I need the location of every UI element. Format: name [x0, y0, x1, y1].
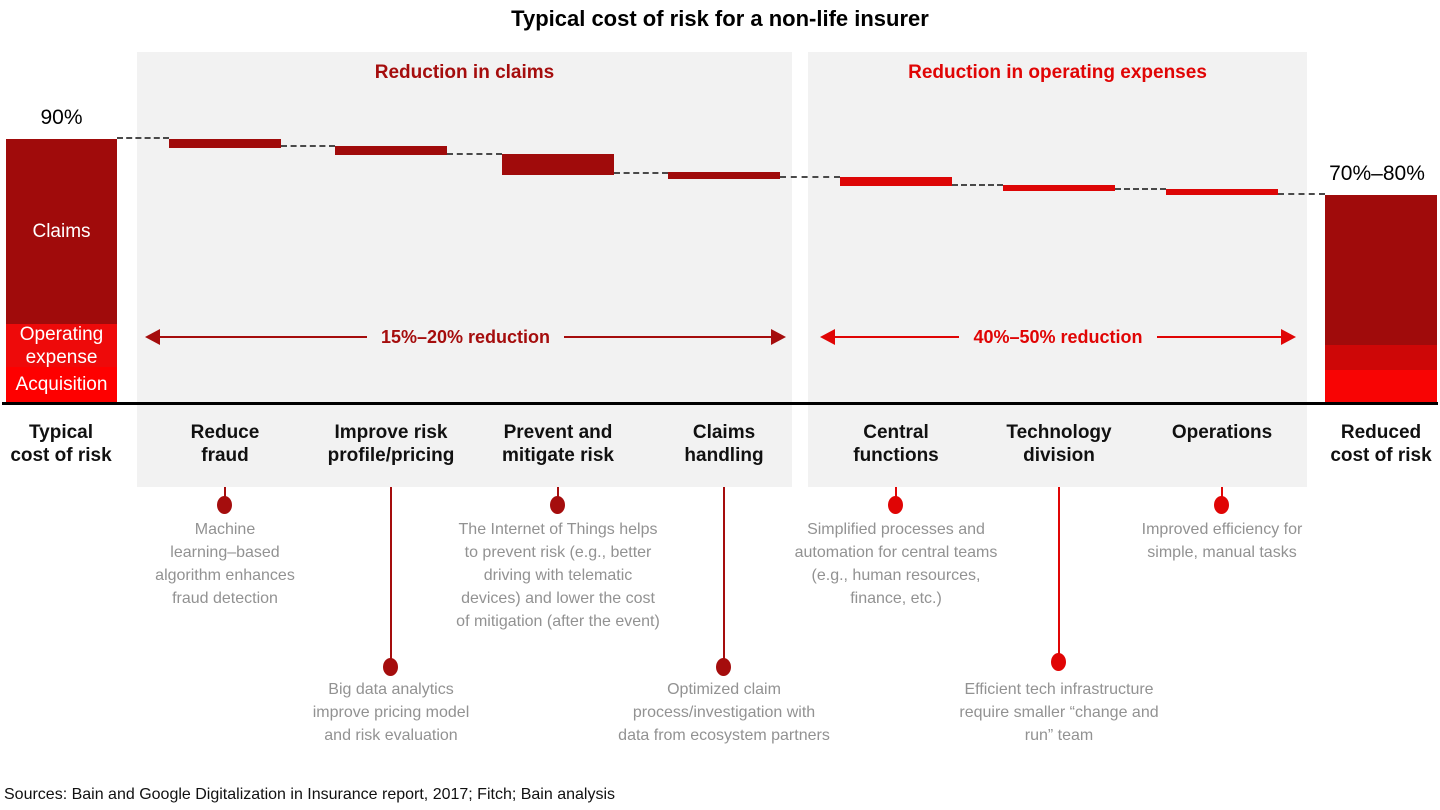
callout-dot — [217, 496, 232, 514]
acquisition-segment-label: Acquisition — [15, 374, 108, 395]
annotation-central-functions: Simplified processes and automation for central teams (e.g., human resources, finance, etc.) — [794, 521, 998, 607]
acquisition-segment — [6, 367, 117, 402]
axis-label-operations: Operations — [1171, 422, 1273, 443]
step-bar-technology-division — [1003, 185, 1115, 191]
claims-segment — [6, 139, 117, 324]
arrow-left-head-icon — [145, 329, 160, 345]
claims-segment-label: Claims — [32, 221, 91, 242]
start-value-label: 90% — [40, 106, 83, 129]
arrow-right-head-icon — [1281, 329, 1296, 345]
claims-reduction-label: 15%–20% reduction — [380, 326, 551, 347]
dash-connector — [117, 137, 169, 139]
axis-label-typical-cost: Typical cost of risk — [10, 422, 112, 466]
callout-dot — [716, 658, 731, 676]
callout-stem — [390, 487, 392, 659]
panel-header-operating-expenses: Reduction in operating expenses — [908, 62, 1207, 83]
dash-connector — [281, 145, 335, 147]
callout-stem — [723, 487, 725, 659]
axis-label-technology-division: Technology division — [1006, 422, 1112, 466]
annotation-claims-handling: Optimized claim process/investigation with data from ecosystem partners — [618, 681, 830, 744]
dash-connector — [614, 172, 668, 174]
step-bar-improve-risk — [335, 146, 447, 155]
callout-dot — [888, 496, 903, 514]
axis-label-prevent-mitigate: Prevent and mitigate risk — [502, 422, 614, 466]
opex-reduction-arrow — [820, 328, 1296, 346]
end-value-label: 70%–80% — [1329, 162, 1425, 185]
operating-expense-segment — [6, 324, 117, 367]
arrow-left-head-icon — [820, 329, 835, 345]
dash-connector — [447, 153, 502, 155]
dash-connector — [1115, 188, 1166, 190]
callout-dot — [1051, 653, 1066, 671]
opex-reduction-label: 40%–50% reduction — [973, 326, 1143, 347]
reduced-cost-bar — [1325, 195, 1437, 402]
annotation-reduce-fraud: Machine learning–based algorithm enhances fraud detection — [155, 521, 295, 607]
arrow-line — [160, 336, 367, 338]
step-bar-operations — [1166, 189, 1278, 195]
step-bar-claims-handling — [668, 172, 780, 179]
axis-label-reduce-fraud: Reduce fraud — [190, 422, 260, 466]
callout-dot — [1214, 496, 1229, 514]
step-bar-prevent-mitigate — [502, 154, 614, 175]
arrow-right-head-icon — [771, 329, 786, 345]
reduced-claims-segment — [1325, 195, 1437, 345]
panel-header-claims: Reduction in claims — [374, 62, 555, 83]
sources-line: Sources: Bain and Google Digitalization in Insurance report, 2017; Fitch; Bain analysis — [4, 786, 616, 803]
axis-label-reduced-cost: Reduced cost of risk — [1330, 422, 1432, 466]
annotation-prevent-mitigate: The Internet of Things helps to prevent risk (e.g., better driving with telematic devices) and lower the cost of mitigation (after the event) — [456, 521, 660, 630]
annotation-improve-risk: Big data analytics improve pricing model and risk evaluation — [312, 681, 470, 744]
axis-label-claims-handling: Claims handling — [684, 422, 764, 466]
axis-label-improve-risk: Improve risk profile/pricing — [327, 422, 455, 466]
step-bar-central-functions — [840, 177, 952, 186]
arrow-line — [835, 336, 959, 338]
step-bar-reduce-fraud — [169, 139, 281, 148]
callout-stem — [1058, 487, 1060, 654]
annotation-technology-division: Efficient tech infrastructure require smaller “change and run” team — [959, 681, 1159, 744]
operating-expense-segment-label: Operating expense — [19, 323, 104, 368]
baseline-axis — [2, 402, 1438, 405]
callout-dot — [383, 658, 398, 676]
claims-reduction-arrow — [145, 328, 786, 346]
dash-connector — [1278, 193, 1325, 195]
arrow-line — [1157, 336, 1281, 338]
arrow-line — [564, 336, 771, 338]
reduced-acquisition-segment — [1325, 370, 1437, 402]
axis-label-central-functions: Central functions — [853, 422, 939, 466]
chart-title: Typical cost of risk for a non-life insurer — [511, 6, 929, 31]
reduced-operating-expense-segment — [1325, 345, 1437, 370]
dash-connector — [780, 176, 840, 178]
annotation-operations: Improved efficiency for simple, manual tasks — [1141, 521, 1303, 561]
callout-dot — [550, 496, 565, 514]
typical-cost-bar — [6, 139, 117, 402]
dash-connector — [952, 184, 1003, 186]
